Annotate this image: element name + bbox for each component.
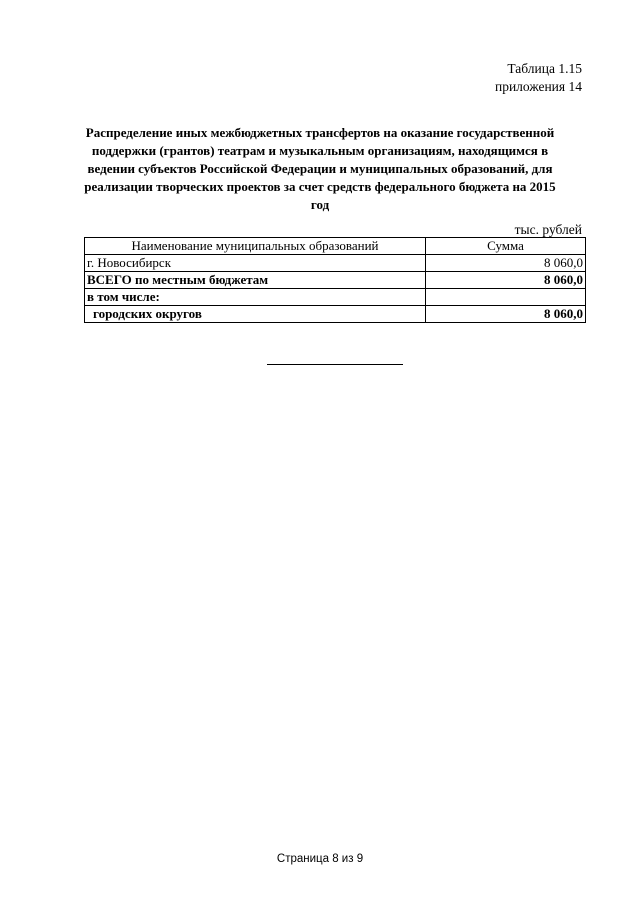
row-amount-cell: 8 060,0 (426, 255, 586, 272)
table-reference (495, 60, 582, 96)
row-name-cell: в том числе: (85, 289, 426, 306)
table-row-including (85, 289, 586, 306)
row-amount-cell: 8 060,0 (426, 272, 586, 289)
document-title: Распределение иных межбюджетных трансфертов на оказание государственной поддержки (грантов) театрам и музыкальным организациям, находящимся в ведении субъектов Российской Федерации и муниципальных образований, для реализации творческих проектов за счет средств федерального бюджета на 2015 год (84, 125, 556, 212)
table-row-total (85, 272, 586, 289)
table-header-row (85, 238, 586, 255)
appendix-number: приложения 14 (494, 79, 582, 94)
row-name-cell: ВСЕГО по местным бюджетам (85, 272, 426, 289)
table-row (85, 255, 586, 272)
row-amount-cell: 8 060,0 (426, 306, 586, 323)
column-header-name: Наименование муниципальных образований (85, 238, 426, 255)
table-row-urban-districts (85, 306, 586, 323)
separator-line (267, 364, 403, 365)
row-amount-cell (426, 289, 586, 306)
row-name-cell: г. Новосибирск (85, 255, 426, 272)
page-number: Страница 8 из 9 (276, 853, 364, 865)
units-label: тыс. рублей (514, 222, 582, 237)
table-number: Таблица 1.15 (507, 61, 582, 76)
transfers-table (84, 237, 586, 323)
column-header-amount: Сумма (426, 238, 586, 255)
row-name-cell: городских округов (85, 306, 426, 323)
